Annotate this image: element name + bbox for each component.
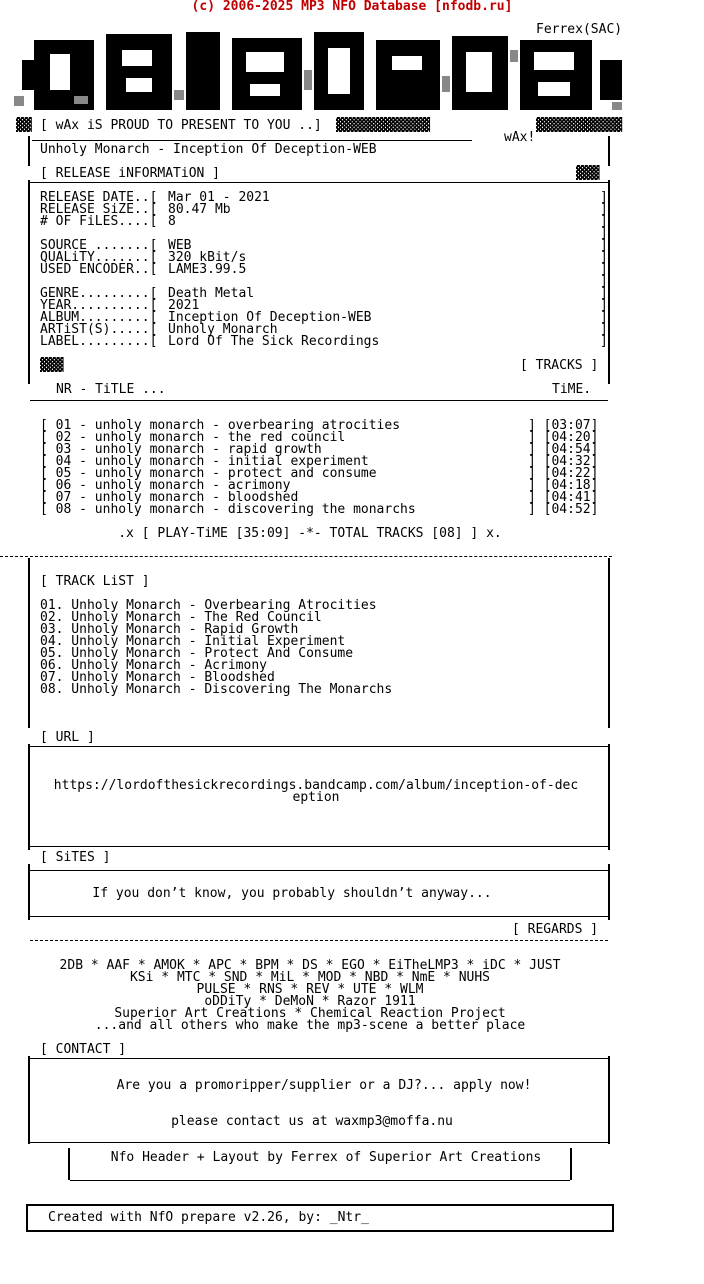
info-value: WEB (168, 238, 192, 253)
info-bracket: ] (600, 226, 608, 241)
info-bracket: ] (600, 250, 608, 265)
track-time: ] [04:18] (528, 478, 599, 493)
release-url-line1[interactable]: https://lordofthesickrecordings.bandcamp.com/album/inception-of-dec (53, 778, 579, 793)
ascii-credit: Ferrex(SAC) (536, 22, 623, 37)
wax-logo (14, 30, 626, 116)
title-border-right (608, 136, 610, 166)
url-heading: [ URL ] (40, 730, 95, 745)
tracklist-item: 03. Unholy Monarch - Rapid Growth (40, 622, 299, 637)
credit-rule-bottom (70, 1180, 570, 1181)
regards-heading: [ REGARDS ] (512, 922, 599, 937)
contact-rule-top (30, 1058, 608, 1059)
contact-email-line[interactable]: please contact us at waxmp3@moffa.nu (171, 1114, 453, 1129)
tracklist-item: 06. Unholy Monarch - Acrimony (40, 658, 267, 673)
sites-rule-bottom (30, 916, 608, 917)
info-value: Unholy Monarch (168, 322, 278, 337)
track-time: ] [04:20] (528, 430, 599, 445)
tracklist-border-right (608, 558, 610, 728)
sites-rule-top (30, 870, 608, 871)
tracklist-item: 08. Unholy Monarch - Discovering The Monarchs (40, 682, 393, 697)
url-rule-top (30, 746, 608, 747)
info-border-left (28, 180, 30, 384)
info-bracket: ] (600, 202, 608, 217)
release-title: Unholy Monarch - Inception Of Deception-WEB (40, 142, 377, 157)
proud-divider: ▓▓▓▓▓▓▓▓▓▓▓▓ (336, 118, 430, 133)
track-time: ] [04:22] (528, 466, 599, 481)
regards-line: PULSE * RNS * REV * UTE * WLM (196, 982, 424, 997)
release-url-line2[interactable]: eption (292, 790, 340, 805)
track-row: [ 06 - unholy monarch - acrimony (40, 478, 291, 493)
info-bracket: ] (600, 262, 608, 277)
tracks-rule-top (30, 400, 608, 401)
tracklist-item: 04. Unholy Monarch - Initial Experiment (40, 634, 346, 649)
tracks-shade: ▓▓▓ (40, 358, 64, 373)
regards-line: KSi * MTC * SND * MiL * MOD * NBD * NmE * NUHS (129, 970, 491, 985)
title-rule (32, 140, 472, 141)
info-bracket: ] (600, 190, 608, 205)
track-row: [ 03 - unholy monarch - rapid growth (40, 442, 322, 457)
playtime-line: .x [ PLAY-TiME [35:09] -*- TOTAL TRACKS [08] ] x. (118, 526, 502, 541)
contact-rule-bottom (30, 1142, 608, 1143)
info-value: Lord Of The Sick Recordings (168, 334, 380, 349)
info-label: ALBUM.........[ (40, 310, 158, 325)
release-info-heading: [ RELEASE iNFORMATiON ] (40, 166, 221, 181)
info-bracket: ] (600, 310, 608, 325)
track-time: ] [04:32] (528, 454, 599, 469)
info-label: QUALiTY.......[ (40, 250, 158, 265)
info-bracket: ] (600, 238, 608, 253)
info-bracket: ] (600, 298, 608, 313)
track-row: [ 08 - unholy monarch - discovering the monarchs (40, 502, 416, 517)
track-row: [ 02 - unholy monarch - the red council (40, 430, 346, 445)
track-row: [ 07 - unholy monarch - bloodshed (40, 490, 299, 505)
tracklist-item: 07. Unholy Monarch - Bloodshed (40, 670, 275, 685)
track-time: ] [04:54] (528, 442, 599, 457)
info-value: 80.47 Mb (168, 202, 231, 217)
contact-border-right (608, 1056, 610, 1144)
tracks-heading: [ TRACKS ] (520, 358, 599, 373)
sites-heading: [ SiTES ] (40, 850, 111, 865)
tracklist-item: 05. Unholy Monarch - Protect And Consume (40, 646, 354, 661)
info-label: ARTiST(S).....[ (40, 322, 158, 337)
info-bracket: ] (600, 286, 608, 301)
nfodb-header: (c) 2006-2025 MP3 NFO Database [nfodb.ru] (191, 0, 513, 14)
tracklist-item: 02. Unholy Monarch - The Red Council (40, 610, 322, 625)
title-border-left (28, 136, 30, 166)
info-label: YEAR..........[ (40, 298, 158, 313)
info-rule-top (30, 182, 608, 183)
tracklist-heading: [ TRACK LiST ] (40, 574, 150, 589)
regards-rule-top (30, 940, 608, 941)
track-row: [ 05 - unholy monarch - protect and consume (40, 466, 377, 481)
info-label: RELEASE DATE..[ (40, 190, 158, 205)
track-time: ] [04:52] (528, 502, 599, 517)
contact-border-left (28, 1056, 30, 1144)
info-label: LABEL.........[ (40, 334, 158, 349)
info-value: 2021 (168, 298, 200, 313)
info-label: RELEASE SiZE..[ (40, 202, 158, 217)
info-bracket: ] (600, 214, 608, 229)
info-value: 8 (168, 214, 176, 229)
track-row: [ 01 - unholy monarch - overbearing atrocities (40, 418, 401, 433)
proud-text: [ wAx iS PROUD TO PRESENT TO YOU ..] (40, 118, 322, 133)
info-border-right (608, 180, 610, 384)
sites-text: If you don’t know, you probably shouldn’t anyway... (92, 886, 492, 901)
release-info-shade: ▓▓▓ (576, 166, 600, 181)
regards-line: 2DB * AAF * AMOK * APC * BPM * DS * EGO * EiTheLMP3 * iDC * JUST (59, 958, 561, 973)
tracks-rule-bottom (0, 556, 612, 557)
info-label: SOURCE .......[ (40, 238, 158, 253)
track-time: ] [03:07] (528, 418, 599, 433)
info-value: 320 kBit/s (168, 250, 247, 265)
info-label: USED ENCODER..[ (40, 262, 158, 277)
info-bracket: ] (600, 274, 608, 289)
regards-line: Superior Art Creations * Chemical Reaction Project (114, 1006, 506, 1021)
regards-line: oDDiTy * DeMoN * Razor 1911 (204, 994, 416, 1009)
info-value: Inception Of Deception-WEB (168, 310, 372, 325)
track-row: [ 04 - unholy monarch - initial experiment (40, 454, 369, 469)
track-time: ] [04:41] (528, 490, 599, 505)
tracklist-item: 01. Unholy Monarch - Overbearing Atrocities (40, 598, 377, 613)
url-rule-bottom (30, 846, 608, 847)
tracklist-border-left (28, 558, 30, 728)
contact-heading: [ CONTACT ] (40, 1042, 127, 1057)
info-value: LAME3.99.5 (168, 262, 247, 277)
sites-border-right (608, 864, 610, 920)
info-value: Death Metal (168, 286, 255, 301)
contact-line1: Are you a promoripper/supplier or a DJ?... apply now! (116, 1078, 532, 1093)
footer-text: Created with NfO prepare v2.26, by: _Ntr_ (48, 1210, 369, 1225)
regards-line: ...and all others who make the mp3-scene a better place (94, 1018, 526, 1033)
proud-divider-right: ▓▓▓▓▓▓▓▓▓▓▓ (536, 118, 623, 133)
layout-credit: Nfo Header + Layout by Ferrex of Superior Art Creations (110, 1150, 542, 1165)
info-bracket: ] (600, 334, 608, 349)
tracks-col-time: TiME. (552, 382, 592, 397)
info-bracket: ] (600, 322, 608, 337)
info-value: Mar 01 - 2021 (168, 190, 270, 205)
group-tag: wAx! (504, 130, 536, 145)
info-label: # OF FiLES....[ (40, 214, 158, 229)
proud-divider-left: ▓▓ (16, 118, 32, 133)
tracks-col-title: NR - TiTLE ... (56, 382, 166, 397)
info-label: GENRE.........[ (40, 286, 158, 301)
